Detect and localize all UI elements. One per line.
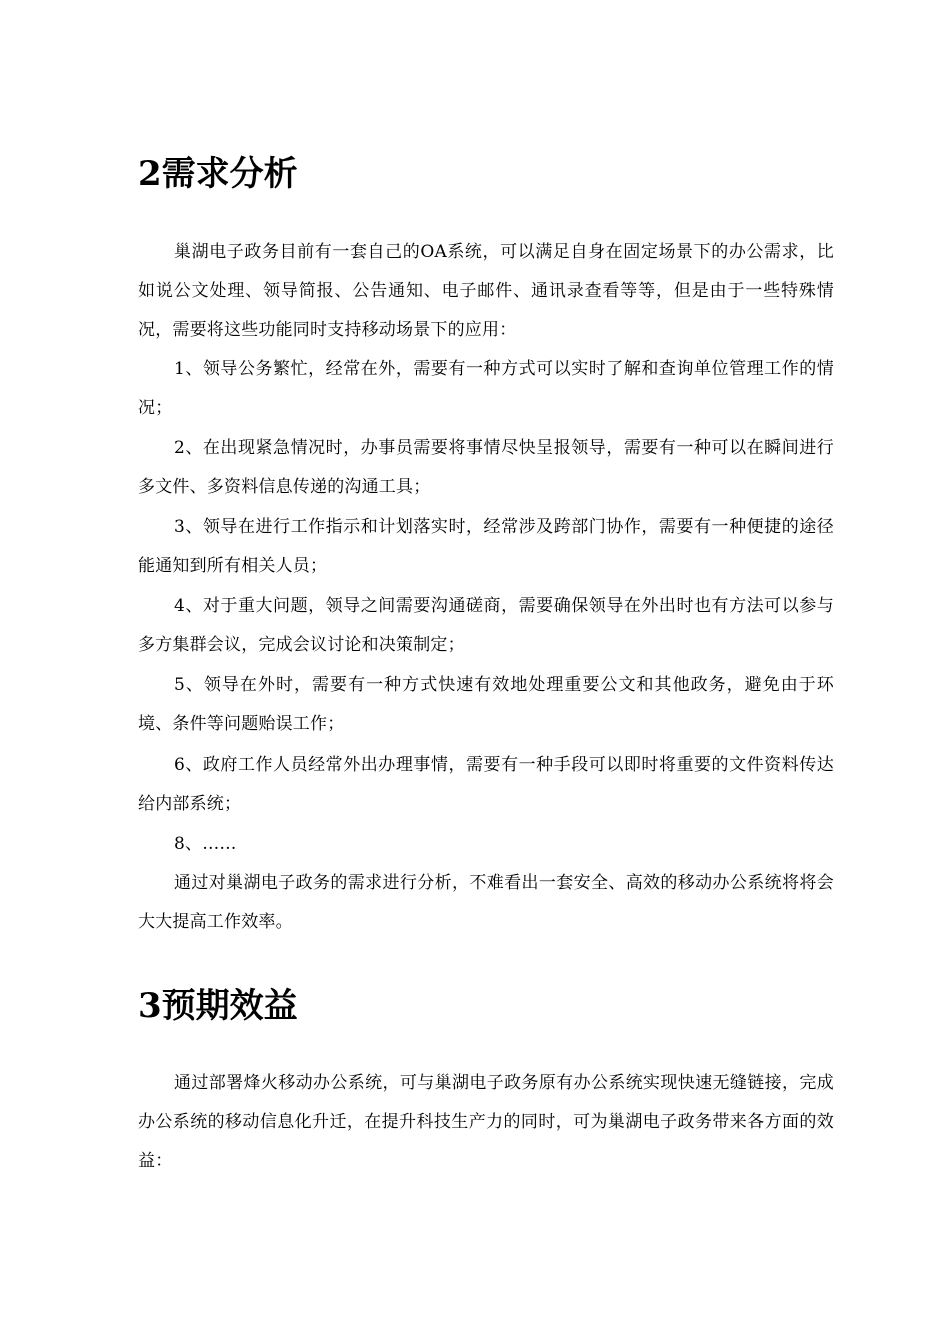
section-2-intro: 巢湖电子政务目前有一套自己的OA系统，可以满足自身在固定场景下的办公需求，比如说公文处理、领导简报、公告通知、电子邮件、通讯录查看等等，但是由于一些特殊情况，需要将这些功能同时支持移动场景下的应用： bbox=[138, 242, 834, 340]
requirement-item-5: 5、领导在外时，需要有一种方式快速有效地处理重要公文和其他政务，避免由于环境、条件等问题贻误工作； bbox=[138, 675, 834, 734]
requirement-item-4: 4、对于重大问题，领导之间需要沟通磋商，需要确保领导在外出时也有方法可以参与多方集群会议，完成会议讨论和决策制定； bbox=[138, 596, 834, 655]
requirement-item-8: 8、…… bbox=[174, 834, 237, 854]
section-3-intro: 通过部署烽火移动办公系统，可与巢湖电子政务原有办公系统实现快速无缝链接，完成办公系统的移动信息化升迁，在提升科技生产力的同时，可为巢湖电子政务带来各方面的效益： bbox=[138, 1073, 834, 1171]
requirement-item-1: 1、领导公务繁忙，经常在外，需要有一种方式可以实时了解和查询单位管理工作的情况； bbox=[138, 359, 834, 418]
requirement-item-2: 2、在出现紧急情况时，办事员需要将事情尽快呈报领导，需要有一种可以在瞬间进行多文件、多资料信息传递的沟通工具； bbox=[138, 438, 834, 497]
requirement-item-3: 3、领导在进行工作指示和计划落实时，经常涉及跨部门协作，需要有一种便捷的途径能通知到所有相关人员； bbox=[138, 517, 834, 576]
section-3-title: 3预期效益 bbox=[138, 986, 298, 1026]
requirement-item-6: 6、政府工作人员经常外出办理事情，需要有一种手段可以即时将重要的文件资料传达给内部系统； bbox=[138, 755, 834, 814]
section-2-title: 2需求分析 bbox=[138, 154, 298, 194]
section-2-conclusion: 通过对巢湖电子政务的需求进行分析，不难看出一套安全、高效的移动办公系统将将会大大提高工作效率。 bbox=[138, 873, 834, 932]
